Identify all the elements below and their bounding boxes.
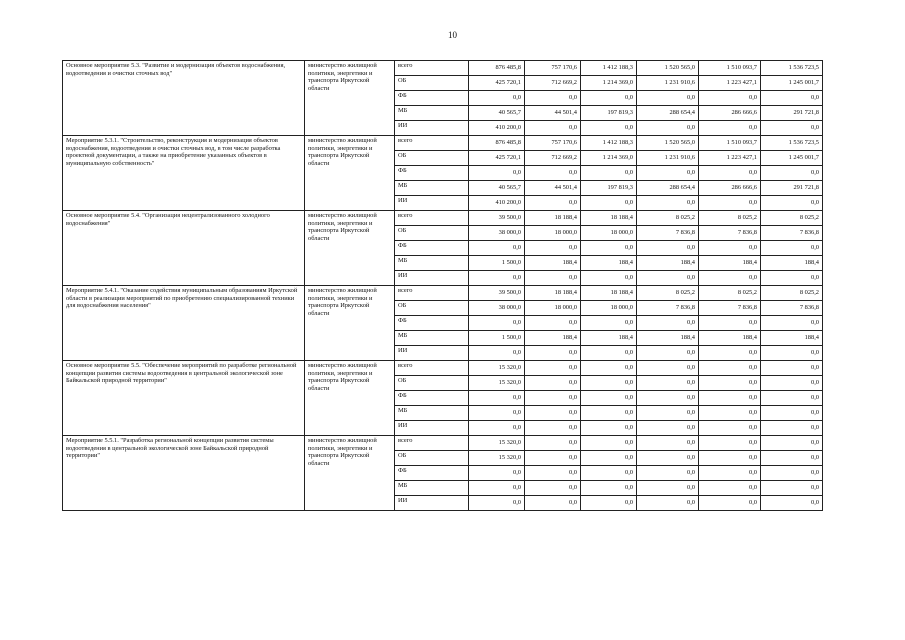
amount-cell: 0,0 (699, 451, 761, 466)
amount-cell: 39 500,0 (469, 286, 525, 301)
amount-cell: 0,0 (581, 376, 637, 391)
amount-cell: 0,0 (525, 376, 581, 391)
amount-cell: 0,0 (581, 391, 637, 406)
amount-cell: 38 000,0 (469, 301, 525, 316)
table-row (63, 436, 823, 451)
amount-cell: 15 320,0 (469, 436, 525, 451)
amount-cell: 0,0 (699, 391, 761, 406)
funding-source: ИИ (395, 271, 469, 286)
funding-source: ФБ (395, 91, 469, 106)
amount-cell: 7 836,8 (761, 301, 823, 316)
amount-cell: 1 500,0 (469, 256, 525, 271)
amount-cell: 188,4 (761, 331, 823, 346)
amount-cell: 0,0 (761, 466, 823, 481)
amount-cell: 0,0 (761, 481, 823, 496)
amount-cell: 0,0 (469, 271, 525, 286)
amount-cell: 18 000,0 (581, 226, 637, 241)
amount-cell: 0,0 (761, 376, 823, 391)
funding-source: ОБ (395, 151, 469, 166)
amount-cell: 188,4 (581, 331, 637, 346)
funding-source: МБ (395, 406, 469, 421)
amount-cell: 0,0 (761, 121, 823, 136)
amount-cell: 410 200,0 (469, 121, 525, 136)
amount-cell: 18 188,4 (525, 211, 581, 226)
activity-name: Основное мероприятие 5.5. "Обеспечение мероприятий по разработке региональной концепции развития системы водоотведения в центральной экологической зоне Байкальской природной территории" (63, 361, 305, 436)
funding-source: всего (395, 361, 469, 376)
amount-cell: 0,0 (525, 481, 581, 496)
executor-name: министерство жилищной политики, энергетики и транспорта Иркутской области (305, 286, 395, 361)
amount-cell: 0,0 (525, 316, 581, 331)
amount-cell: 0,0 (469, 241, 525, 256)
amount-cell: 425 720,1 (469, 151, 525, 166)
amount-cell: 0,0 (637, 466, 699, 481)
table-row (63, 361, 823, 376)
amount-cell: 0,0 (637, 361, 699, 376)
amount-cell: 0,0 (581, 481, 637, 496)
amount-cell: 0,0 (581, 196, 637, 211)
amount-cell: 0,0 (637, 196, 699, 211)
amount-cell: 0,0 (761, 316, 823, 331)
amount-cell: 0,0 (699, 346, 761, 361)
amount-cell: 0,0 (637, 376, 699, 391)
amount-cell: 757 170,6 (525, 136, 581, 151)
amount-cell: 0,0 (761, 271, 823, 286)
amount-cell: 1 520 565,0 (637, 136, 699, 151)
amount-cell: 0,0 (699, 316, 761, 331)
amount-cell: 0,0 (761, 166, 823, 181)
table-body (63, 61, 823, 511)
amount-cell: 40 565,7 (469, 181, 525, 196)
amount-cell: 18 000,0 (525, 226, 581, 241)
amount-cell: 7 836,8 (637, 226, 699, 241)
amount-cell: 291 721,8 (761, 181, 823, 196)
funding-source: ФБ (395, 241, 469, 256)
amount-cell: 7 836,8 (699, 226, 761, 241)
amount-cell: 0,0 (469, 406, 525, 421)
amount-cell: 0,0 (525, 391, 581, 406)
amount-cell: 188,4 (525, 256, 581, 271)
table-row (63, 136, 823, 151)
amount-cell: 8 025,2 (761, 286, 823, 301)
amount-cell: 0,0 (581, 361, 637, 376)
amount-cell: 1 536 723,5 (761, 136, 823, 151)
amount-cell: 0,0 (637, 451, 699, 466)
amount-cell: 0,0 (761, 346, 823, 361)
amount-cell: 0,0 (699, 91, 761, 106)
funding-source: всего (395, 136, 469, 151)
amount-cell: 712 669,2 (525, 76, 581, 91)
amount-cell: 8 025,2 (761, 211, 823, 226)
funding-source: ФБ (395, 391, 469, 406)
amount-cell: 7 836,8 (637, 301, 699, 316)
funding-source: ФБ (395, 466, 469, 481)
amount-cell: 0,0 (761, 421, 823, 436)
funding-source: МБ (395, 106, 469, 121)
amount-cell: 0,0 (637, 241, 699, 256)
amount-cell: 0,0 (469, 481, 525, 496)
amount-cell: 0,0 (525, 436, 581, 451)
amount-cell: 0,0 (699, 421, 761, 436)
amount-cell: 0,0 (637, 496, 699, 511)
amount-cell: 0,0 (469, 391, 525, 406)
funding-source: МБ (395, 181, 469, 196)
funding-source: ОБ (395, 376, 469, 391)
amount-cell: 712 669,2 (525, 151, 581, 166)
amount-cell: 15 320,0 (469, 376, 525, 391)
amount-cell: 0,0 (581, 406, 637, 421)
executor-name: министерство жилищной политики, энергетики и транспорта Иркутской области (305, 211, 395, 286)
amount-cell: 188,4 (525, 331, 581, 346)
amount-cell: 0,0 (637, 166, 699, 181)
amount-cell: 197 819,3 (581, 181, 637, 196)
amount-cell: 288 654,4 (637, 181, 699, 196)
amount-cell: 876 485,8 (469, 61, 525, 76)
table-row (63, 211, 823, 226)
amount-cell: 188,4 (637, 331, 699, 346)
amount-cell: 0,0 (469, 346, 525, 361)
amount-cell: 1 223 427,1 (699, 76, 761, 91)
funding-source: ИИ (395, 496, 469, 511)
amount-cell: 291 721,8 (761, 106, 823, 121)
amount-cell: 0,0 (581, 421, 637, 436)
activity-name: Мероприятие 5.3.1. "Строительство, реконструкция и модернизация объектов водоснабжения, водоотведения и очистки сточных вод, в том числе разработка проектной документации, а также на приобретение указанных объектов в муниципальную собственность" (63, 136, 305, 211)
amount-cell: 0,0 (637, 346, 699, 361)
amount-cell: 1 510 093,7 (699, 136, 761, 151)
amount-cell: 188,4 (699, 331, 761, 346)
amount-cell: 0,0 (761, 451, 823, 466)
amount-cell: 0,0 (469, 421, 525, 436)
amount-cell: 0,0 (581, 346, 637, 361)
funding-source: МБ (395, 256, 469, 271)
amount-cell: 1 520 565,0 (637, 61, 699, 76)
amount-cell: 0,0 (637, 271, 699, 286)
funding-source: ОБ (395, 226, 469, 241)
activity-name: Мероприятие 5.5.1. "Разработка региональной концепции развития системы водоотведения в центральной экологической зоне Байкальской природной территории" (63, 436, 305, 511)
amount-cell: 410 200,0 (469, 196, 525, 211)
amount-cell: 188,4 (581, 256, 637, 271)
amount-cell: 876 485,8 (469, 136, 525, 151)
amount-cell: 1 412 188,3 (581, 61, 637, 76)
amount-cell: 0,0 (699, 496, 761, 511)
amount-cell: 0,0 (525, 241, 581, 256)
amount-cell: 0,0 (637, 316, 699, 331)
amount-cell: 188,4 (699, 256, 761, 271)
amount-cell: 0,0 (699, 166, 761, 181)
amount-cell: 0,0 (581, 241, 637, 256)
amount-cell: 0,0 (761, 406, 823, 421)
amount-cell: 0,0 (581, 316, 637, 331)
amount-cell: 0,0 (761, 496, 823, 511)
amount-cell: 0,0 (581, 466, 637, 481)
amount-cell: 18 188,4 (525, 286, 581, 301)
funding-source: МБ (395, 481, 469, 496)
amount-cell: 0,0 (581, 451, 637, 466)
amount-cell: 757 170,6 (525, 61, 581, 76)
executor-name: министерство жилищной политики, энергетики и транспорта Иркутской области (305, 361, 395, 436)
amount-cell: 1 536 723,5 (761, 61, 823, 76)
amount-cell: 0,0 (525, 496, 581, 511)
amount-cell: 1 245 001,7 (761, 151, 823, 166)
amount-cell: 0,0 (761, 241, 823, 256)
amount-cell: 0,0 (469, 466, 525, 481)
amount-cell: 1 500,0 (469, 331, 525, 346)
activity-name: Мероприятие 5.4.1. "Оказание содействия муниципальным образованиям Иркутской области в реализации мероприятий по приобретению специализированной техники для водоснабжения населения" (63, 286, 305, 361)
amount-cell: 0,0 (525, 91, 581, 106)
funding-source: МБ (395, 331, 469, 346)
amount-cell: 0,0 (637, 91, 699, 106)
amount-cell: 0,0 (761, 196, 823, 211)
amount-cell: 40 565,7 (469, 106, 525, 121)
amount-cell: 0,0 (699, 406, 761, 421)
amount-cell: 0,0 (699, 196, 761, 211)
funding-source: ОБ (395, 451, 469, 466)
funding-source: всего (395, 436, 469, 451)
amount-cell: 7 836,8 (761, 226, 823, 241)
funding-source: ФБ (395, 166, 469, 181)
executor-name: министерство жилищной политики, энергетики и транспорта Иркутской области (305, 136, 395, 211)
amount-cell: 0,0 (761, 436, 823, 451)
amount-cell: 0,0 (581, 496, 637, 511)
amount-cell: 286 666,6 (699, 106, 761, 121)
amount-cell: 188,4 (761, 256, 823, 271)
amount-cell: 0,0 (637, 421, 699, 436)
amount-cell: 0,0 (637, 406, 699, 421)
amount-cell: 0,0 (637, 436, 699, 451)
amount-cell: 44 501,4 (525, 106, 581, 121)
amount-cell: 1 412 188,3 (581, 136, 637, 151)
amount-cell: 0,0 (525, 451, 581, 466)
amount-cell: 1 223 427,1 (699, 151, 761, 166)
amount-cell: 0,0 (581, 121, 637, 136)
amount-cell: 0,0 (699, 436, 761, 451)
amount-cell: 0,0 (469, 91, 525, 106)
funding-source: ИИ (395, 196, 469, 211)
amount-cell: 8 025,2 (699, 286, 761, 301)
amount-cell: 0,0 (699, 466, 761, 481)
funding-source: ИИ (395, 346, 469, 361)
amount-cell: 0,0 (525, 421, 581, 436)
amount-cell: 0,0 (637, 121, 699, 136)
funding-source: ИИ (395, 421, 469, 436)
amount-cell: 286 666,6 (699, 181, 761, 196)
executor-name: министерство жилищной политики, энергетики и транспорта Иркутской области (305, 61, 395, 136)
funding-source: всего (395, 211, 469, 226)
amount-cell: 0,0 (581, 271, 637, 286)
amount-cell: 0,0 (699, 121, 761, 136)
amount-cell: 18 188,4 (581, 211, 637, 226)
amount-cell: 0,0 (469, 316, 525, 331)
amount-cell: 0,0 (637, 481, 699, 496)
amount-cell: 7 836,8 (699, 301, 761, 316)
activity-name: Основное мероприятие 5.3. "Развитие и модернизация объектов водоснабжения, водоотведения и очистки сточных вод" (63, 61, 305, 136)
amount-cell: 15 320,0 (469, 451, 525, 466)
amount-cell: 38 000,0 (469, 226, 525, 241)
amount-cell: 0,0 (469, 166, 525, 181)
funding-source: всего (395, 61, 469, 76)
amount-cell: 0,0 (581, 91, 637, 106)
amount-cell: 0,0 (699, 271, 761, 286)
amount-cell: 425 720,1 (469, 76, 525, 91)
funding-source: всего (395, 286, 469, 301)
amount-cell: 0,0 (699, 361, 761, 376)
amount-cell: 8 025,2 (637, 211, 699, 226)
amount-cell: 288 654,4 (637, 106, 699, 121)
activity-name: Основное мероприятие 5.4. "Организация нецентрализованного холодного водоснабжения" (63, 211, 305, 286)
amount-cell: 0,0 (469, 496, 525, 511)
amount-cell: 1 231 910,6 (637, 76, 699, 91)
amount-cell: 0,0 (699, 481, 761, 496)
amount-cell: 0,0 (525, 121, 581, 136)
amount-cell: 0,0 (525, 361, 581, 376)
amount-cell: 0,0 (525, 466, 581, 481)
amount-cell: 1 214 369,0 (581, 76, 637, 91)
amount-cell: 0,0 (699, 376, 761, 391)
funding-source: ФБ (395, 316, 469, 331)
funding-source: ОБ (395, 301, 469, 316)
amount-cell: 188,4 (637, 256, 699, 271)
amount-cell: 0,0 (525, 346, 581, 361)
amount-cell: 39 500,0 (469, 211, 525, 226)
amount-cell: 0,0 (525, 406, 581, 421)
amount-cell: 44 501,4 (525, 181, 581, 196)
amount-cell: 0,0 (525, 166, 581, 181)
amount-cell: 1 214 369,0 (581, 151, 637, 166)
table-row (63, 286, 823, 301)
amount-cell: 1 510 093,7 (699, 61, 761, 76)
budget-table (62, 60, 823, 511)
amount-cell: 15 320,0 (469, 361, 525, 376)
amount-cell: 0,0 (637, 391, 699, 406)
amount-cell: 8 025,2 (637, 286, 699, 301)
executor-name: министерство жилищной политики, энергетики и транспорта Иркутской области (305, 436, 395, 511)
amount-cell: 8 025,2 (699, 211, 761, 226)
amount-cell: 0,0 (761, 91, 823, 106)
amount-cell: 18 000,0 (525, 301, 581, 316)
funding-source: ОБ (395, 76, 469, 91)
amount-cell: 18 188,4 (581, 286, 637, 301)
table-row (63, 61, 823, 76)
amount-cell: 0,0 (581, 436, 637, 451)
amount-cell: 197 819,3 (581, 106, 637, 121)
amount-cell: 0,0 (525, 196, 581, 211)
funding-source: ИИ (395, 121, 469, 136)
amount-cell: 0,0 (761, 391, 823, 406)
amount-cell: 0,0 (525, 271, 581, 286)
amount-cell: 1 231 910,6 (637, 151, 699, 166)
amount-cell: 18 000,0 (581, 301, 637, 316)
amount-cell: 1 245 001,7 (761, 76, 823, 91)
amount-cell: 0,0 (581, 166, 637, 181)
amount-cell: 0,0 (699, 241, 761, 256)
page-number: 10 (448, 30, 457, 40)
amount-cell: 0,0 (761, 361, 823, 376)
